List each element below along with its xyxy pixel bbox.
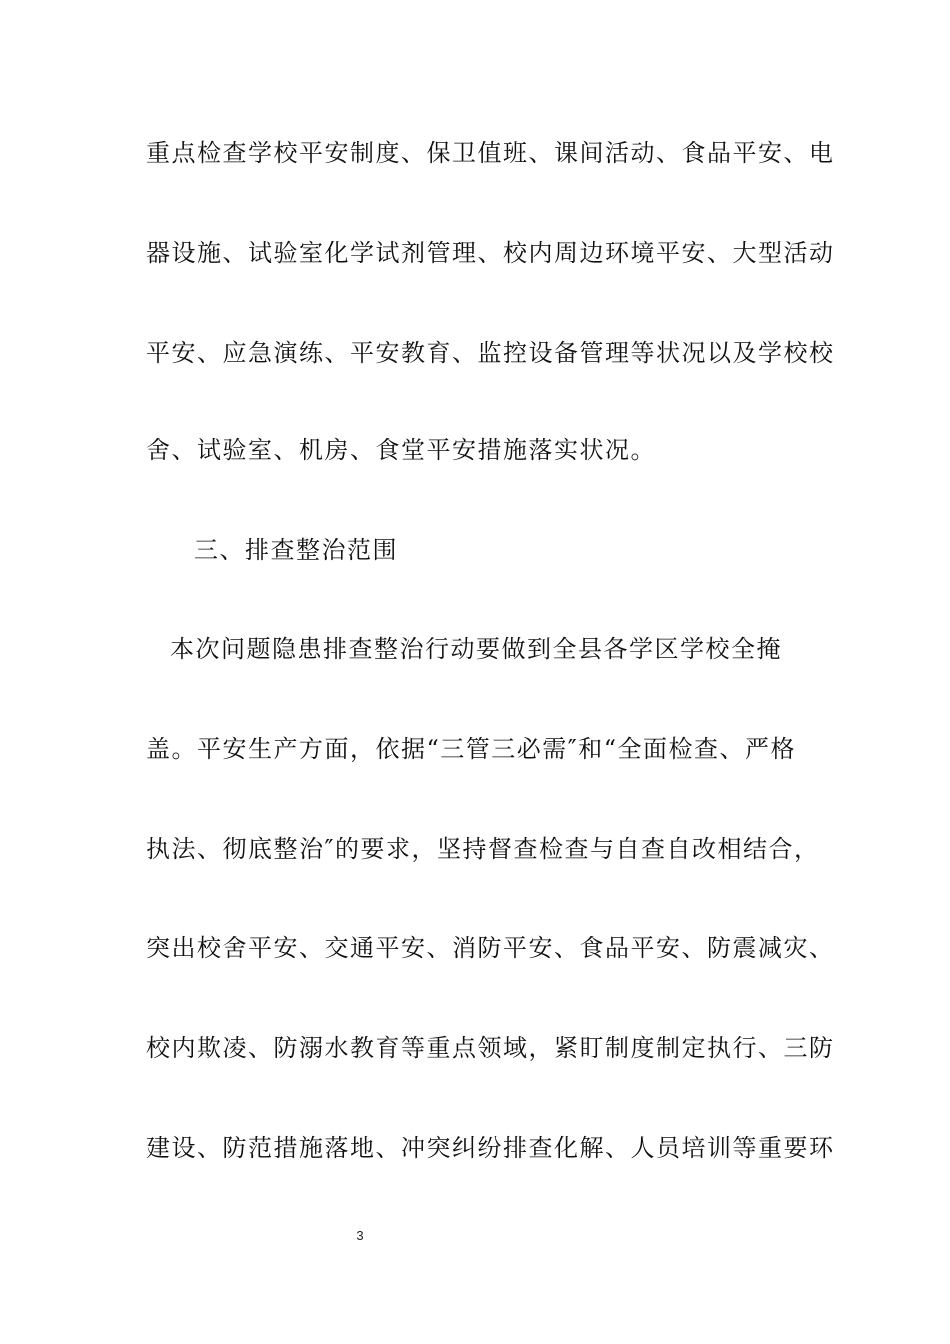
body-text-line: 舍、试验室、机房、食堂平安措施落实状况。: [146, 436, 656, 464]
paragraph-line: 本次问题隐患排查整治行动要做到全县各学区学校全掩: [170, 635, 782, 663]
paragraph-line: 建设、防范措施落地、冲突纠纷排查化解、人员培训等重要环: [146, 1134, 835, 1162]
section-heading: 三、排查整治范围: [194, 536, 398, 564]
body-text-line: 重点检查学校平安制度、保卫值班、课间活动、食品平安、电: [146, 139, 835, 167]
paragraph-line: 突出校舍平安、交通平安、消防平安、食品平安、防震减灾、: [146, 934, 835, 962]
paragraph-line: 校内欺凌、防溺水教育等重点领域，紧盯制度制定执行、三防: [146, 1034, 835, 1062]
page-number: 3: [356, 1228, 364, 1243]
paragraph-line: 盖。平安生产方面，依据“三管三必需″和“全面检查、严格: [146, 735, 797, 763]
paragraph-line: 执法、彻底整治″的要求，坚持督查检查与自查自改相结合，: [146, 835, 820, 863]
body-text-line: 器设施、试验室化学试剂管理、校内周边环境平安、大型活动: [146, 239, 835, 267]
body-text-line: 平安、应急演练、平安教育、监控设备管理等状况以及学校校: [146, 339, 835, 367]
